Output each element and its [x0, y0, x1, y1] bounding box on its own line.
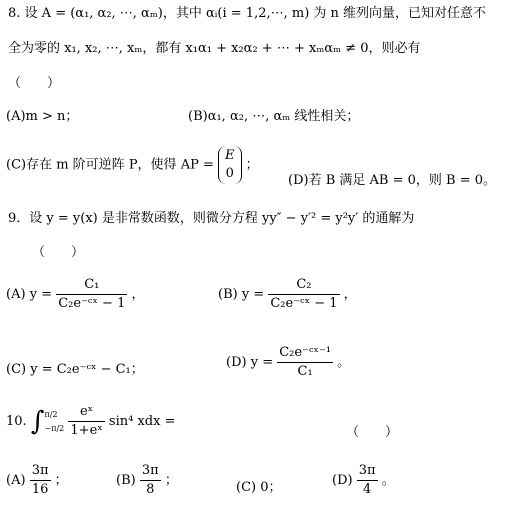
- q8-option-c-eq: AP =: [180, 157, 214, 173]
- fraction-denominator: 16: [31, 482, 49, 497]
- q8-line2: 全为零的 x₁, x₂, ⋯, xₘ，都有 x₁α₁ + x₂α₂ + ⋯ + xₘαₘ ≠ 0，则必有: [8, 41, 421, 56]
- fraction-numerator: C₁: [56, 277, 127, 295]
- q10-option-b-label: (B): [116, 473, 136, 488]
- q8-option-c-matrix: [218, 146, 242, 184]
- q10-tail: sin⁴ xdx =: [108, 414, 176, 429]
- fraction-denominator: 8: [146, 482, 155, 497]
- fraction-denominator: 1+eˣ: [70, 423, 103, 438]
- fraction-denominator: C₂e⁻ᶜˣ − 1: [270, 296, 338, 311]
- q10-option-b-fraction: [140, 463, 161, 498]
- integral-sign: ∫: [30, 406, 45, 437]
- fraction-numerator: eˣ: [68, 404, 104, 422]
- q10-option-d: [332, 463, 395, 498]
- q9-option-a: [6, 277, 145, 312]
- lower-limit: −π/2: [44, 423, 65, 433]
- q9-option-a-fraction: [56, 277, 127, 312]
- q10-fraction: [68, 404, 104, 439]
- q8-blank: （ ）: [8, 76, 61, 91]
- q8-line1: 8. 设 A = (α₁, α₂, ⋯, αₘ)，其中 αᵢ(i = 1,2,⋯, m) 为 n 维列向量，已知对任意不: [8, 6, 487, 21]
- fraction-numerator: C₂: [268, 277, 339, 295]
- fraction-denominator: C₂e⁻ᶜˣ − 1: [58, 296, 126, 311]
- q9-blank: （ ）: [32, 245, 85, 260]
- q10-option-a-end: ；: [54, 473, 68, 488]
- integral-limits: [45, 408, 65, 436]
- q8-option-c-text: (C)存在 m 阶可逆阵 P，使得: [6, 157, 177, 173]
- q8-option-b: (B)α₁, α₂, ⋯, αₘ 线性相关；: [188, 109, 360, 124]
- fraction-numerator: C₂e⁻ᶜˣ⁻¹: [277, 345, 333, 363]
- fraction-denominator: C₁: [297, 364, 313, 379]
- q9-option-d-label: (D): [226, 355, 247, 370]
- q8-option-c: [6, 146, 259, 184]
- fraction-denominator: 4: [362, 482, 372, 497]
- q9-option-d: [226, 345, 350, 380]
- q10-option-b-end: ；: [164, 473, 178, 488]
- q10-blank: （ ）: [346, 425, 399, 440]
- q10-option-b: [116, 463, 178, 498]
- q10-option-c: (C) 0；: [236, 480, 282, 495]
- q10-option-a-label: (A): [6, 473, 26, 488]
- q10-option-d-fraction: [357, 463, 378, 498]
- q10-label: 10.: [6, 414, 27, 429]
- q10-option-d-end: 。: [381, 473, 395, 488]
- q8-option-a: (A)m > n；: [6, 109, 79, 124]
- q8-option-c-end: ；: [245, 157, 259, 173]
- q9-option-d-fraction: [277, 345, 333, 380]
- q9-option-a-end: ，: [131, 287, 145, 302]
- q9-line1: 9．设 y = y(x) 是非常数函数，则微分方程 yy″ − y′² = y²y′ 的通解为: [8, 211, 415, 226]
- q10-option-a: [6, 463, 68, 498]
- q9-option-d-end: 。: [337, 355, 351, 370]
- q10-option-d-label: (D): [332, 473, 353, 488]
- q9-option-c: (C) y = C₂e⁻ᶜˣ − C₁；: [6, 362, 144, 377]
- q9-option-b: [218, 277, 357, 312]
- matrix-top: E: [225, 148, 235, 163]
- q9-option-d-lhs: y =: [250, 355, 274, 370]
- q8-option-d: (D)若 B 满足 AB = 0，则 B = 0。: [288, 173, 497, 188]
- q9-option-a-lhs: y =: [29, 287, 53, 302]
- q9-option-b-fraction: [268, 277, 339, 312]
- q10-option-a-fraction: [30, 463, 51, 498]
- q9-option-a-label: (A): [6, 287, 26, 302]
- matrix-bottom: 0: [225, 166, 234, 181]
- fraction-numerator: 3π: [357, 463, 378, 481]
- q9-option-b-end: ，: [343, 287, 357, 302]
- q9-option-b-lhs: y =: [241, 287, 265, 302]
- fraction-numerator: 3π: [140, 463, 161, 481]
- upper-limit: π/2: [44, 409, 58, 419]
- fraction-numerator: 3π: [30, 463, 51, 481]
- q10-stem: [6, 404, 175, 439]
- q9-option-b-label: (B): [218, 287, 238, 302]
